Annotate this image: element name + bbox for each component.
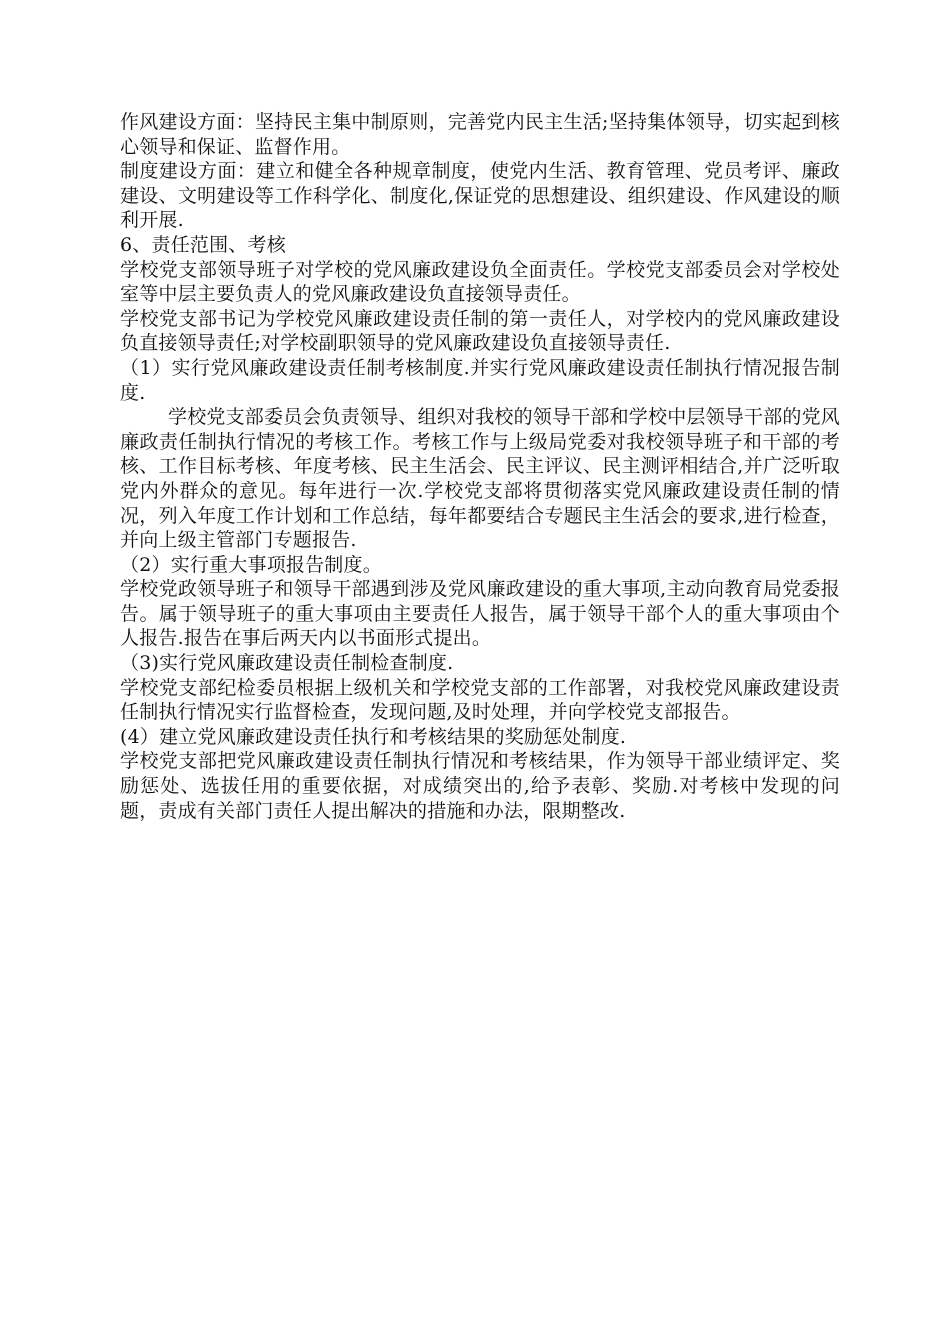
paragraph-leadership-responsibility: 学校党支部领导班子对学校的党风廉政建设负全面责任。学校党支部委员会对学校处室等中层主要负责人的党风廉政建设负直接领导责任。 [120, 258, 840, 306]
paragraph-system-building: 制度建设方面：建立和健全各种规章制度，使党内生活、教育管理、党员考评、廉政建设、文明建设等工作科学化、制度化,保证党的思想建设、组织建设、作风建设的顺利开展. [120, 160, 840, 232]
section-heading-responsibility: 6、责任范围、考核 [120, 233, 286, 256]
paragraph-inspection: 学校党支部纪检委员根据上级机关和学校党支部的工作部署，对我校党风廉政建设责任制执行情况实行监督检查，发现问题,及时处理，并向学校党支部报告。 [120, 676, 840, 724]
item-4-heading: (4）建立党风廉政建设责任执行和考核结果的奖励惩处制度. [120, 725, 627, 748]
paragraph-style-building: 作风建设方面：坚持民主集中制原则，完善党内民主生活;坚持集体领导，切实起到核心领导和保证、监督作用。 [120, 111, 840, 158]
document-page [120, 110, 840, 823]
item-2-heading: （2）实行重大事项报告制度。 [120, 553, 382, 576]
paragraph-major-matters: 学校党政领导班子和领导干部遇到涉及党风廉政建设的重大事项,主动向教育局党委报告。属于领导班子的重大事项由主要责任人报告，属于领导干部个人的重大事项由个人报告.报告在事后两天内以书面形式提出。 [120, 578, 840, 650]
paragraph-secretary-responsibility: 学校党支部书记为学校党风廉政建设责任制的第一责任人，对学校内的党风廉政建设负直接领导责任;对学校副职领导的党风廉政建设负直接领导责任. [120, 307, 840, 355]
item-1-heading: （1）实行党风廉政建设责任制考核制度.并实行党风廉政建设责任制执行情况报告制度. [120, 356, 840, 404]
item-3-heading: （3)实行党风廉政建设责任制检查制度. [120, 652, 454, 675]
paragraph-rewards-punishment: 学校党支部把党风廉政建设责任制执行情况和考核结果，作为领导干部业绩评定、奖励惩处、选拔任用的重要依据，对成绩突出的,给予表彰、奖励.对考核中发现的问题，责成有关部门责任人提出解决的措施和办法，限期整改. [120, 750, 840, 822]
paragraph-assessment-work: 学校党支部委员会负责领导、组织对我校的领导干部和学校中层领导干部的党风廉政责任制执行情况的考核工作。考核工作与上级局党委对我校领导班子和干部的考核、工作目标考核、年度考核、民主生活会、民主评议、民主测评相结合,并广泛听取党内外群众的意见。每年进行一次.学校党支部将贯彻落实党风廉政建设责任制的情况，列入年度工作计划和工作总结，每年都要结合专题民主生活会的要求,进行检查，并向上级主管部门专题报告. [120, 406, 841, 552]
